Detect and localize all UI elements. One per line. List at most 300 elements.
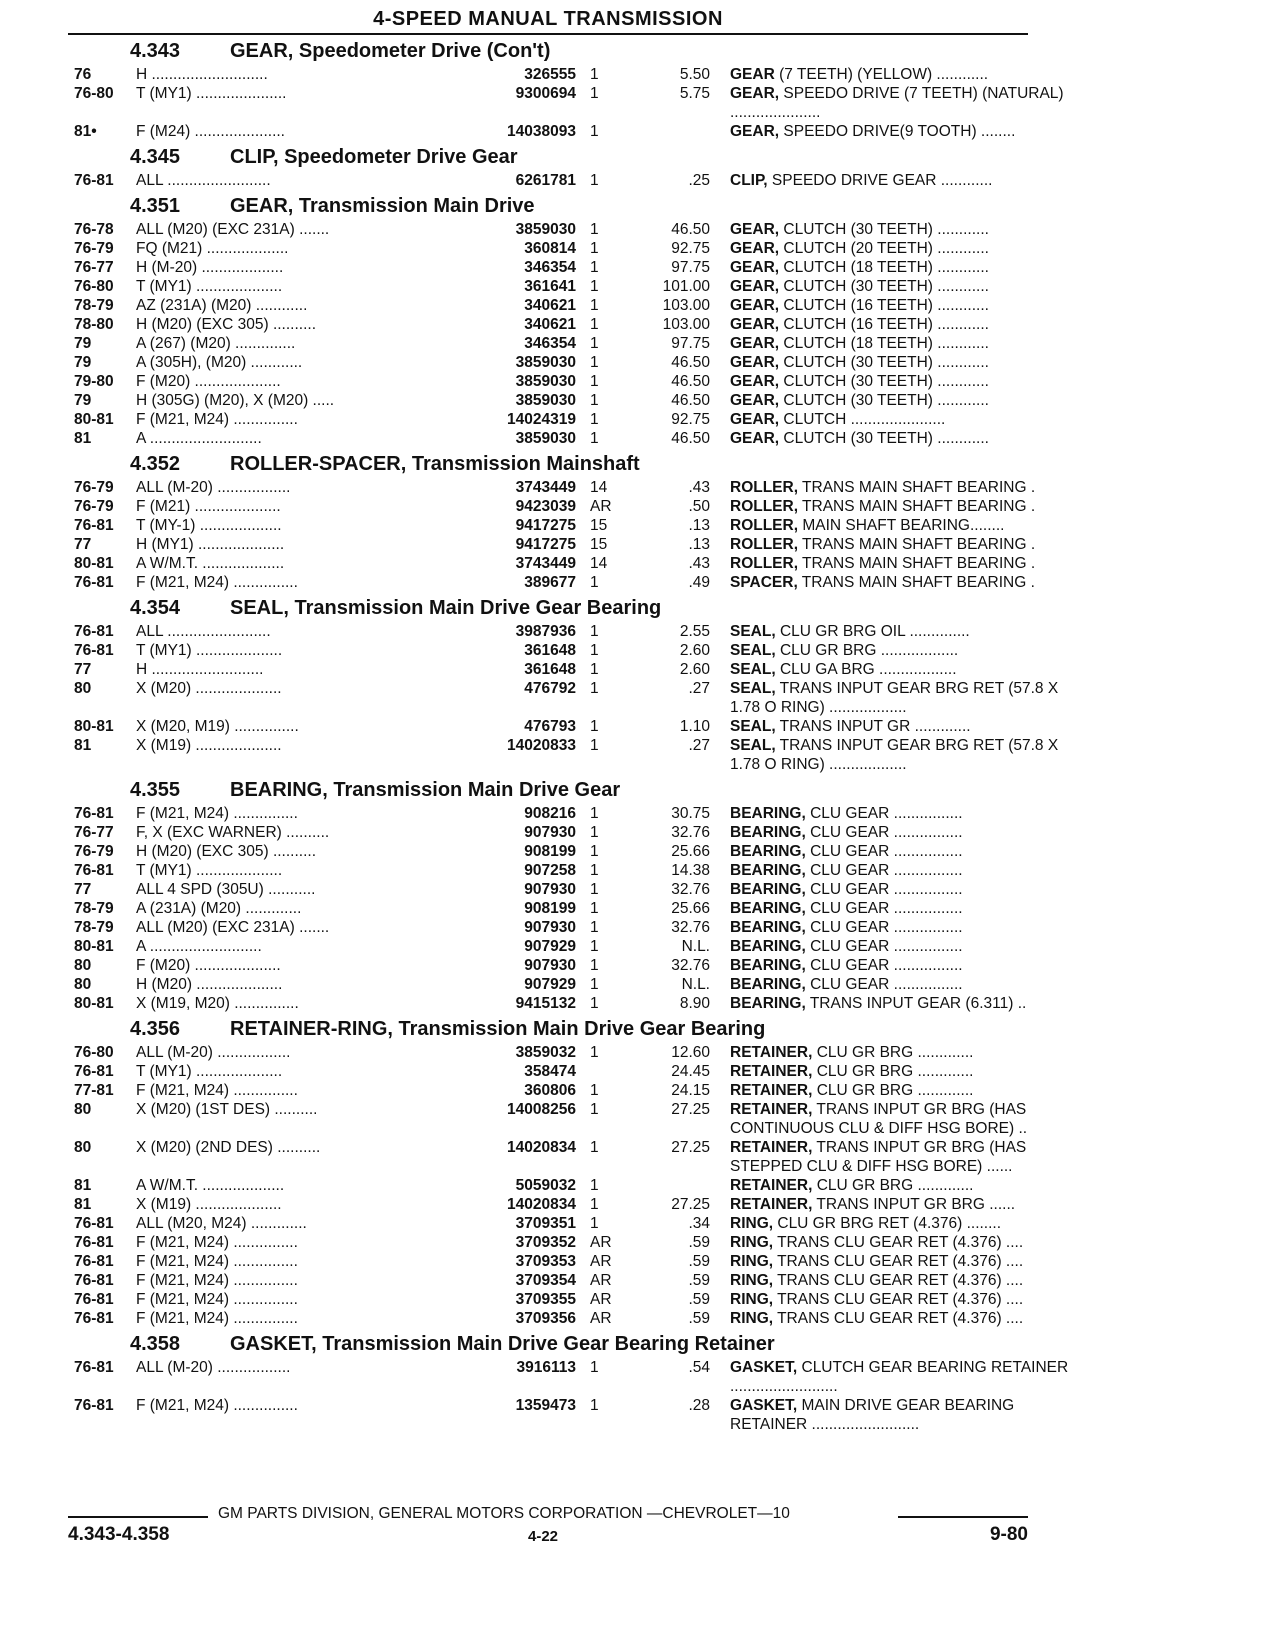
year-range: 80 [74,680,92,697]
part-number: 326555 [524,66,576,83]
description-noun: BEARING, [730,900,806,917]
year-range: 76-81 [74,1253,114,1270]
section-heading: ROLLER-SPACER, Transmission Mainshaft [230,453,640,475]
description-detail: CLU GEAR ................ [805,919,963,936]
year-range: 76 [74,66,92,83]
parts-row [68,1195,1028,1214]
description-noun: ROLLER, [730,536,799,553]
description-detail: TRANS INPUT GR BRG (HAS STEPPED CLU & DIFF HSG BORE) ...... [730,1139,1027,1175]
quantity: 1 [590,335,599,352]
price: .28 [688,1397,710,1414]
application: X (M19) .................... [136,1196,282,1213]
description-detail: CLU GR BRG RET (4.376) ........ [773,1215,1002,1232]
description [730,220,1090,239]
quantity: 1 [590,824,599,841]
description-noun: RING, [730,1234,774,1251]
description-detail: TRANS MAIN SHAFT BEARING . [798,479,1036,496]
part-number: 3709356 [515,1310,576,1327]
part-number: 907930 [524,957,576,974]
price: 101.00 [662,278,710,295]
description-noun: ROLLER, [730,517,799,534]
section-number: 4.354 [130,597,181,619]
year-range: 76-81 [74,574,114,591]
price: .25 [688,172,710,189]
description-noun: SEAL, [730,623,776,640]
description [730,1252,1090,1271]
part-number: 3709354 [515,1272,576,1289]
description-detail: CLU GR BRG OIL .............. [775,623,970,640]
price: 46.50 [671,392,710,409]
footer-line [68,1502,1028,1524]
description-detail: TRANS CLU GEAR RET (4.376) .... [773,1291,1024,1308]
parts-row [68,277,1028,296]
part-number: 1359473 [515,1397,576,1414]
quantity: 1 [590,1397,599,1414]
description-noun: GEAR [730,66,775,83]
description-detail: CLU GA BRG .................. [775,661,957,678]
description [730,84,1090,122]
year-range: 81 [74,430,92,447]
year-range: 76-81 [74,862,114,879]
parts-row [68,429,1028,448]
price: 25.66 [671,843,710,860]
description-noun: BEARING, [730,824,806,841]
description [730,516,1090,535]
part-number: 3859030 [515,354,576,371]
section-number: 4.358 [130,1333,181,1355]
part-number: 9417275 [515,517,576,534]
description-noun: BEARING, [730,957,806,974]
description [730,842,1090,861]
description [730,429,1090,448]
description-noun: GEAR, [730,430,780,447]
parts-row [68,410,1028,429]
quantity: 1 [590,737,599,754]
price: 24.45 [671,1063,710,1080]
parts-row [68,122,1028,141]
year-range: 76-77 [74,259,114,276]
application: ALL ........................ [136,623,271,640]
year-range: 76-81 [74,1310,114,1327]
part-number: 5059032 [515,1177,576,1194]
application: X (M20) .................... [136,680,282,697]
footer-rule-left [68,1516,208,1518]
description-detail: CLUTCH ...................... [779,411,946,428]
section-heading: GEAR, Transmission Main Drive [230,195,535,217]
description [730,65,1090,84]
description-detail: CLUTCH (16 TEETH) ............ [779,316,989,333]
year-range: 81 [74,1196,92,1213]
year-range: 76-81 [74,642,114,659]
parts-row [68,918,1028,937]
description-detail: CLU GR BRG .................. [775,642,959,659]
parts-row [68,1100,1028,1138]
description-detail: TRANS MAIN SHAFT BEARING . [797,574,1035,591]
part-number: 907930 [524,919,576,936]
footer-bottom [68,1524,1028,1550]
quantity: 1 [590,862,599,879]
year-range: 76-79 [74,843,114,860]
quantity: AR [590,1234,612,1251]
description [730,171,1090,190]
application: H (M20) (EXC 305) .......... [136,843,317,860]
description [730,622,1090,641]
section-title [68,1015,1028,1043]
price: 24.15 [671,1082,710,1099]
description-detail: CLU GEAR ................ [805,805,963,822]
parts-row [68,622,1028,641]
description-detail: CLUTCH (30 TEETH) ............ [779,430,989,447]
year-range: 76-80 [74,278,114,295]
section-title [68,143,1028,171]
section-title [68,450,1028,478]
description [730,956,1090,975]
part-number: 3859030 [515,221,576,238]
description-noun: BEARING, [730,862,806,879]
description-detail: TRANS INPUT GEAR BRG RET (57.8 X 1.78 O RING) .................. [730,737,1059,773]
description-detail: TRANS INPUT GEAR BRG RET (57.8 X 1.78 O RING) .................. [730,680,1059,716]
quantity: 1 [590,900,599,917]
parts-row [68,497,1036,516]
year-range: 76-81 [74,1063,114,1080]
parts-row [68,975,1028,994]
parts-row [68,573,1035,592]
year-range: 76-79 [74,240,114,257]
parts-row [68,660,1028,679]
price: 103.00 [662,297,710,314]
catalog-section [68,450,1036,592]
description-noun: SEAL, [730,642,776,659]
description-noun: GASKET, [730,1397,798,1414]
description-noun: RETAINER, [730,1139,813,1156]
quantity: 1 [590,278,599,295]
description-noun: SEAL, [730,661,776,678]
description-detail: SPEEDO DRIVE (7 TEETH) (NATURAL) ..................... [730,85,1064,121]
part-number: 9300694 [515,85,576,102]
price: 97.75 [671,259,710,276]
part-number: 3743449 [515,555,576,572]
price: 1.10 [679,718,710,735]
description-noun: RING, [730,1215,774,1232]
part-number: 346354 [524,335,576,352]
description-detail: CLU GEAR ................ [805,843,963,860]
year-range: 78-80 [74,316,114,333]
quantity: 1 [590,805,599,822]
description [730,1138,1090,1176]
application: T (MY-1) ................... [136,517,282,534]
description-detail: CLUTCH (20 TEETH) ............ [779,240,989,257]
year-range: 76-81 [74,1359,114,1376]
quantity: 15 [590,517,608,534]
year-range: 78-79 [74,919,114,936]
application: F (M21, M24) ............... [136,1272,298,1289]
catalog-section [68,143,1028,190]
description [730,861,1090,880]
parts-row [68,478,1036,497]
parts-row [68,516,1028,535]
description-noun: ROLLER, [730,555,799,572]
application: ALL ........................ [136,172,271,189]
part-number: 14020833 [507,737,576,754]
application: F (M21, M24) ............... [136,574,298,591]
price: 8.90 [679,995,710,1012]
description-detail: CLU GR BRG ............. [812,1082,974,1099]
description-detail: TRANS CLU GEAR RET (4.376) .... [773,1253,1024,1270]
application: T (MY1) .................... [136,862,283,879]
parts-row [68,1138,1028,1176]
quantity: 1 [590,1196,599,1213]
quantity: 1 [590,881,599,898]
quantity: 1 [590,316,599,333]
price: .27 [688,680,710,697]
parts-row [68,1396,1028,1434]
application: H (MY1) .................... [136,536,285,553]
part-number: 346354 [524,259,576,276]
price: .13 [688,517,710,534]
description-noun: ROLLER, [730,479,799,496]
description-detail: (7 TEETH) (YELLOW) ............ [774,66,989,83]
application: A .......................... [136,430,262,447]
year-range: 80 [74,976,92,993]
parts-row [68,334,1028,353]
application: F (M21, M24) ............... [136,1397,298,1414]
application: T (MY1) .................... [136,278,283,295]
description-detail: CLUTCH (30 TEETH) ............ [779,278,989,295]
parts-row [68,1214,1028,1233]
parts-row [68,861,1028,880]
description [730,353,1090,372]
price: N.L. [681,938,710,955]
part-number: 340621 [524,316,576,333]
parts-row [68,994,1028,1013]
price: 27.25 [671,1101,710,1118]
part-number: 3709355 [515,1291,576,1308]
footer-page-number: 4-22 [528,1528,559,1545]
application: ALL (M-20) ................. [136,1044,291,1061]
application: F (M21, M24) ............... [136,1082,298,1099]
description-noun: GEAR, [730,221,780,238]
quantity: 1 [590,240,599,257]
description-detail: CLUTCH (16 TEETH) ............ [779,297,989,314]
part-number: 14008256 [507,1101,576,1118]
quantity: 1 [590,1082,599,1099]
description-noun: BEARING, [730,843,806,860]
catalog-section [68,594,1059,774]
part-number: 907930 [524,881,576,898]
part-number: 476793 [524,718,576,735]
section-heading: SEAL, Transmission Main Drive Gear Bearing [230,597,662,619]
catalog-section [68,1015,1028,1328]
year-range: 76-81 [74,805,114,822]
year-range: 76-81 [74,1397,114,1414]
description [730,918,1090,937]
year-range: 77 [74,536,92,553]
catalog-section [68,192,1028,448]
part-number: 907929 [524,976,576,993]
application: F (M21, M24) ............... [136,805,298,822]
parts-row [68,65,1028,84]
price: .59 [688,1234,710,1251]
part-number: 9417275 [515,536,576,553]
description-detail: CLUTCH (30 TEETH) ............ [779,392,989,409]
quantity: 1 [590,680,599,697]
quantity: 1 [590,411,599,428]
part-number: 14020834 [507,1139,576,1156]
application: ALL (M-20) ................. [136,1359,291,1376]
application: F, X (EXC WARNER) .......... [136,824,330,841]
description-detail: TRANS MAIN SHAFT BEARING . [798,555,1036,572]
footer-section-range: 4.343-4.358 [68,1524,170,1545]
quantity: 1 [590,661,599,678]
description-noun: GEAR, [730,278,780,295]
application: F (M21, M24) ............... [136,1253,298,1270]
parts-row [68,84,1064,122]
description-noun: BEARING, [730,881,806,898]
application: ALL (M20) (EXC 231A) ....... [136,919,330,936]
part-number: 340621 [524,297,576,314]
price: .43 [688,555,710,572]
price: .49 [688,574,710,591]
parts-row [68,353,1028,372]
parts-row [68,880,1028,899]
quantity: 1 [590,623,599,640]
parts-row [68,736,1059,774]
price: 5.75 [679,85,710,102]
year-range: 76-81 [74,1272,114,1289]
description-noun: GEAR, [730,373,780,390]
part-number: 907930 [524,824,576,841]
description-detail: CLU GEAR ................ [805,824,963,841]
parts-row [68,804,1028,823]
year-range: 81 [74,737,92,754]
application: F (M21, M24) ............... [136,1310,298,1327]
parts-row [68,391,1028,410]
parts-row [68,258,1028,277]
description-noun: RETAINER, [730,1177,813,1194]
description-noun: RETAINER, [730,1044,813,1061]
description [730,899,1090,918]
parts-row [68,372,1028,391]
price: 46.50 [671,430,710,447]
section-title [68,1330,1028,1358]
description-noun: GEAR, [730,85,780,102]
description [730,315,1090,334]
application: H ........................... [136,66,268,83]
quantity: 1 [590,843,599,860]
part-number: 389677 [524,574,576,591]
description-detail: TRANS CLU GEAR RET (4.376) .... [773,1234,1024,1251]
price: .59 [688,1253,710,1270]
application: ALL (M-20) ................. [136,479,291,496]
description [730,823,1090,842]
parts-row [68,1233,1028,1252]
application: F (M20) .................... [136,373,281,390]
description [730,410,1090,429]
price: 27.25 [671,1139,710,1156]
part-number: 3743449 [515,479,576,496]
description-noun: BEARING, [730,919,806,936]
description-noun: GEAR, [730,411,780,428]
part-number: 3916113 [516,1359,576,1376]
description-detail: CLUTCH (30 TEETH) ............ [779,221,989,238]
year-range: 77 [74,661,92,678]
description-detail: TRANS CLU GEAR RET (4.376) .... [773,1272,1024,1289]
year-range: 81• [74,123,97,140]
part-number: 14024319 [507,411,576,428]
description [730,478,1090,497]
parts-row [68,220,1028,239]
description-detail: TRANS INPUT GR BRG ...... [812,1196,1016,1213]
description-detail: TRANS CLU GEAR RET (4.376) .... [773,1310,1024,1327]
description-noun: BEARING, [730,995,806,1012]
parts-row [68,239,1028,258]
price: 25.66 [671,900,710,917]
year-range: 76-81 [74,1291,114,1308]
price: 97.75 [671,335,710,352]
application: H .......................... [136,661,264,678]
quantity: 1 [590,1177,599,1194]
catalog-section [68,776,1028,1013]
description [730,641,1090,660]
description-noun: BEARING, [730,805,806,822]
description-noun: GEAR, [730,259,780,276]
application: H (M20) .................... [136,976,283,993]
quantity: 1 [590,430,599,447]
section-heading: CLIP, Speedometer Drive Gear [230,146,518,168]
parts-row [68,1062,1028,1081]
price: 103.00 [662,316,710,333]
application: FQ (M21) ................... [136,240,289,257]
quantity: 1 [590,66,599,83]
quantity: 1 [590,938,599,955]
description [730,1043,1090,1062]
year-range: 76-80 [74,1044,114,1061]
year-range: 80-81 [74,718,114,735]
parts-row [68,899,1028,918]
description-detail: CLU GR BRG ............. [812,1044,974,1061]
year-range: 76-81 [74,623,114,640]
description-detail: TRANS INPUT GR BRG (HAS CONTINUOUS CLU & DIFF HSG BORE) .. [730,1101,1028,1137]
part-number: 361648 [524,642,576,659]
section-title [68,37,1028,65]
quantity: 1 [590,957,599,974]
price: 27.25 [671,1196,710,1213]
year-range: 79 [74,335,92,352]
description [730,880,1090,899]
quantity: 1 [590,919,599,936]
description [730,1396,1090,1434]
description [730,497,1090,516]
year-range: 77-81 [74,1082,114,1099]
description [730,296,1090,315]
application: F (M24) ..................... [136,123,285,140]
application: A (305H), (M20) ............ [136,354,303,371]
description-noun: GEAR, [730,354,780,371]
catalog-section [68,1330,1069,1434]
price: .59 [688,1310,710,1327]
application: F (M21) .................... [136,498,281,515]
description-detail: SPEEDO DRIVE(9 TOOTH) ........ [779,123,1016,140]
parts-row [68,315,1028,334]
description [730,573,1090,592]
description-detail: TRANS MAIN SHAFT BEARING . [798,536,1036,553]
section-number: 4.345 [130,146,181,168]
quantity: 1 [590,1101,599,1118]
section-title [68,594,1028,622]
part-number: 358474 [524,1063,576,1080]
parts-row [68,1358,1069,1396]
part-number: 3709353 [515,1253,576,1270]
